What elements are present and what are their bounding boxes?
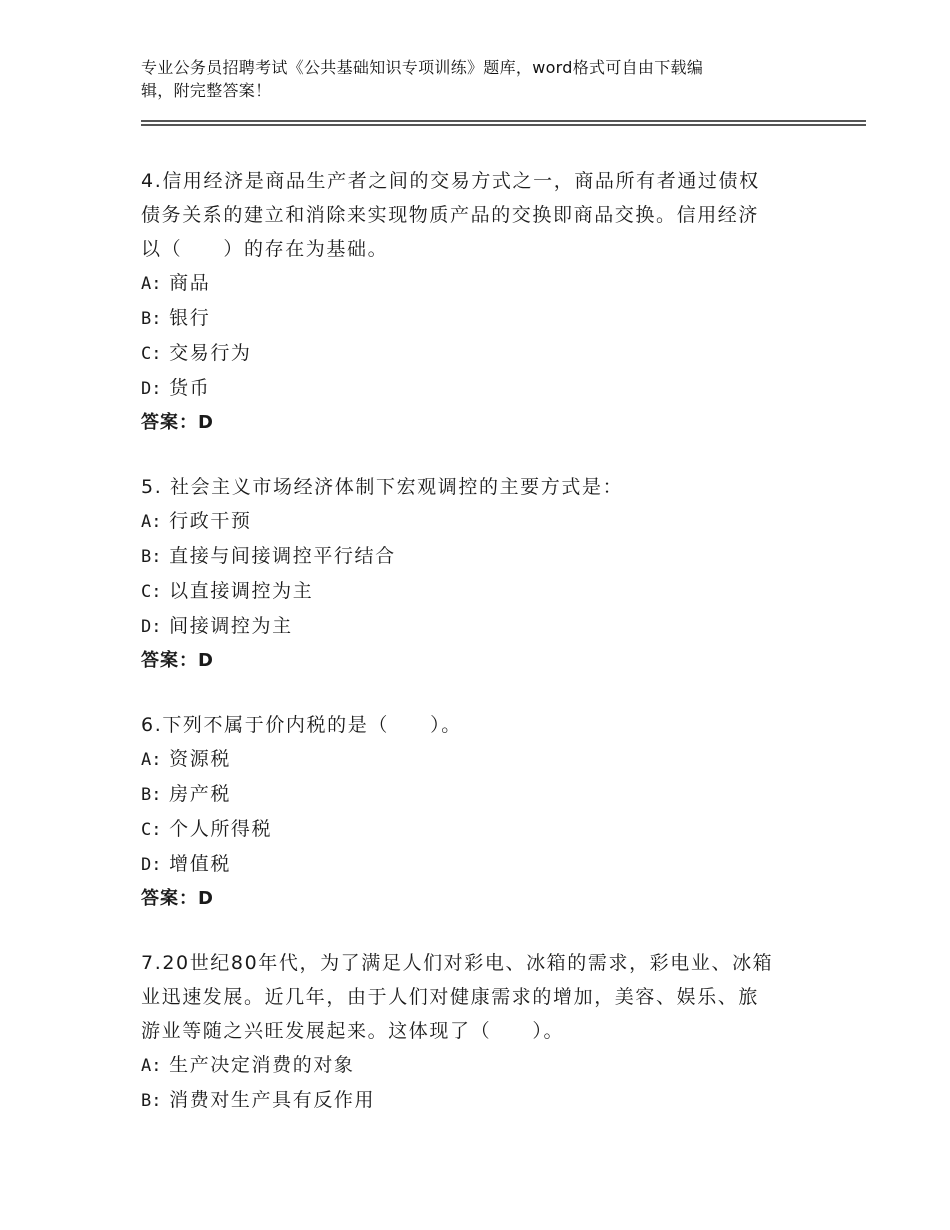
option-letter: B:	[141, 785, 162, 805]
option-text: 资源税	[169, 748, 231, 770]
header-divider-top	[141, 120, 866, 122]
stem-line: 业迅速发展。近几年，由于人们对健康需求的增加，美容、娱乐、旅	[141, 986, 760, 1008]
stem-line: 6.下列不属于价内税的是（ ）。	[141, 714, 462, 736]
option-b	[141, 301, 821, 336]
option-letter: D:	[141, 855, 162, 875]
option-letter: B:	[141, 1091, 162, 1111]
option-text: 间接调控为主	[169, 615, 293, 637]
header-line-2: 辑，附完整答案！	[141, 81, 272, 100]
option-a	[141, 266, 821, 301]
option-c	[141, 574, 821, 609]
option-letter: B:	[141, 309, 162, 329]
option-text: 房产税	[169, 783, 231, 805]
option-letter: A:	[141, 750, 162, 770]
option-letter: C:	[141, 820, 162, 840]
option-letter: B:	[141, 547, 162, 567]
option-text: 增值税	[169, 853, 231, 875]
question-7	[141, 946, 821, 1118]
header-line-1: 专业公务员招聘考试《公共基础知识专项训练》题库，word格式可自由下载编	[141, 58, 704, 77]
question-4	[141, 164, 821, 440]
header-divider-bottom	[141, 124, 866, 126]
option-text: 消费对生产具有反作用	[169, 1089, 376, 1111]
option-letter: A:	[141, 512, 162, 532]
option-b	[141, 539, 821, 574]
option-c	[141, 336, 821, 371]
option-letter: A:	[141, 274, 162, 294]
stem-line: 7.20世纪80年代，为了满足人们对彩电、冰箱的需求，彩电业、冰箱	[141, 952, 774, 974]
question-stem	[141, 470, 821, 504]
option-letter: C:	[141, 344, 162, 364]
stem-line: 4.信用经济是商品生产者之间的交易方式之一，商品所有者通过债权	[141, 170, 760, 192]
option-a	[141, 1048, 821, 1083]
stem-line: 债务关系的建立和消除来实现物质产品的交换即商品交换。信用经济	[141, 204, 760, 226]
option-letter: A:	[141, 1056, 162, 1076]
answer-label: 答案：D	[141, 412, 214, 433]
option-letter: C:	[141, 582, 162, 602]
option-letter: D:	[141, 379, 162, 399]
option-a	[141, 504, 821, 539]
option-letter: D:	[141, 617, 162, 637]
option-b	[141, 777, 821, 812]
option-text: 商品	[169, 272, 211, 294]
option-text: 银行	[169, 307, 211, 329]
option-c	[141, 812, 821, 847]
option-text: 行政干预	[169, 510, 252, 532]
answer-label: 答案：D	[141, 888, 214, 909]
option-d	[141, 847, 821, 882]
question-stem	[141, 708, 821, 742]
question-5	[141, 470, 821, 678]
stem-line: 以（ ）的存在为基础。	[141, 238, 389, 260]
stem-line: 5. 社会主义市场经济体制下宏观调控的主要方式是：	[141, 476, 624, 498]
answer-label: 答案：D	[141, 650, 214, 671]
stem-line: 游业等随之兴旺发展起来。这体现了（ ）。	[141, 1020, 565, 1042]
option-d	[141, 609, 821, 644]
option-text: 生产决定消费的对象	[169, 1054, 355, 1076]
question-6	[141, 708, 821, 916]
option-a	[141, 742, 821, 777]
option-text: 个人所得税	[169, 818, 273, 840]
option-text: 直接与间接调控平行结合	[169, 545, 396, 567]
question-list	[141, 164, 821, 1148]
document-header	[141, 56, 801, 102]
option-text: 交易行为	[169, 342, 252, 364]
question-stem	[141, 164, 821, 266]
option-d	[141, 371, 821, 406]
option-text: 货币	[169, 377, 211, 399]
question-stem	[141, 946, 821, 1048]
option-b	[141, 1083, 821, 1118]
option-text: 以直接调控为主	[169, 580, 314, 602]
